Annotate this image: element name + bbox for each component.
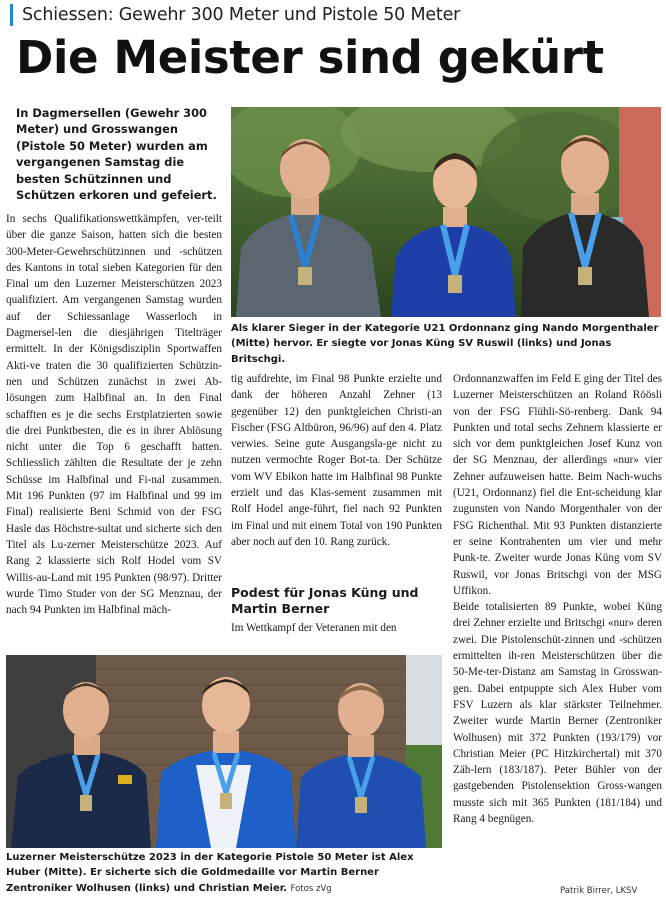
column-2-continued bbox=[231, 620, 442, 636]
photo-pistol-illustration bbox=[6, 655, 442, 848]
photo-credit: Fotos zVg bbox=[290, 883, 332, 894]
column-2 bbox=[231, 371, 442, 550]
column-3-paragraph-2: Beide totalisierten 89 Punkte, wobei Küng drei Zehner erzielte und Britschgi «nur» deren zwei. Die Pistolenschüt-zinnen und -schützen ermittelten ih-ren Meisterschützen über die 50-Me-ter-Distanz am Samstag in Grosswan-gen. Dabei entpuppte sich Alex Huber vom FSV Luzern als klar stärkster Teilnehmer. Zweiter wurde Martin Berner (Zentroniker Wolhusen) mit 372 Punkten (193/179) vor Christian Meier (PC Hitzkirchertal) mit 370 Zäh-lern (183/187). Peter Bühler von der gastgebenden Pistolensektion Gross-wangen musste sich mit 365 Punkten (181/184) und Rang 4 begnügen. bbox=[453, 601, 662, 826]
photo-u21-illustration bbox=[231, 107, 661, 317]
column-3-paragraph-1: Ordonnanzwaffen im Feld E ging der Titel des Luzerner Meisterschützen an Roland Röösli von der FSG Flühli-Sö-renberg. Dank 94 Punkten und total sechs Zehnern klassierte er sich vor dem punktgleichen Josef Kunz von der SG Menznau, der allerdings «nur» vier Zehner aufzuweisen hatte. Beim Nach-wuchs (U21, Ordonnanz) fiel die Ent-scheidung klar zugunsten von Nando Morgenthaler von der FSG Richenthal. Mit 93 Punkten distanzierte er seine Kontrahenten um vier und mehr Punk-te. Zweiter wurde Jonas Küng vom SV Ruswil, vor Jonas Britschgi von der MSG Uffikon. bbox=[453, 373, 662, 597]
author-byline: Patrik Birrer, LKSV bbox=[560, 886, 638, 896]
column-2b-paragraph: Im Wettkampf der Veteranen mit den bbox=[231, 622, 397, 634]
column-1-paragraph: In sechs Qualifikationswettkämpfen, ver-teilt über die ganze Saison, hatten sich die besten 300-Meter-Gewehrschützinnen und -schützen des Kantons in total sieben Kategorien für den Final um den Luzerner Meisterschützen 2023 qualifiziert. Am vergangenen Samstag wurden auf der Schiessanlage Wasserloch in Dagmersel-len die diesjährigen Titelträger ermittelt. In der Königsdisziplin Sportwaffen Akti-ve traten die 30 qualifizierten Schützin-nen und Schützen zunächst in zwei Ab-lösungen zum Halbfinal an. In den Final schafften es je die sechs Erstplatzierten sowie die drei Punktbesten, die es in ihrer Ablösung nicht unter die Top 6 geschafft hatten. Schliesslich zählten die Resultate der je zehn Schüsse im Halbfinal und Fi-nal zusammen. Mit 196 Punkten (97 im Halbfinal und 99 im Final) realisierte Beni Schmid von der FSG Hasle das Höchstre-sultat und sicherte sich den Titel als Lu-zerner Meisterschütze 2023. Auf Rang 2 klassierte sich Rolf Hodel vom SV Willis-au-Land mit 195 Punkten (98/97). Dritter wurde Timo Studer von der SG Menznau, der nach 94 Punkten im Halbfinal mäch- bbox=[6, 213, 222, 617]
lead-paragraph: In Dagmersellen (Gewehr 300 Meter) und Grosswangen (Pistole 50 Meter) wurden am vergangenen Samstag die besten Schützinnen und Schützen erkoren und gefeiert. bbox=[16, 106, 217, 203]
caption-pistol-text: Luzerner Meisterschütze 2023 in der Kategorie Pistole 50 Meter ist Alex Huber (Mitte). Er sicherte sich die Goldmedaille vor Martin Berner Zentroniker Wolhusen (links) und Christian Meier. bbox=[6, 852, 414, 894]
subheading: Podest für Jonas Küng und Martin Berner bbox=[231, 585, 419, 616]
column-2-paragraph: tig aufdrehte, im Final 98 Punkte erzielte und dank der höheren Anzahl Zehner (13 gegenüber 12) den punktgleichen Christi-an Fischer (FSG Altbüron, 96/96) auf den 4. Platz verwies. Seine gute Ausgangsla-ge nicht zu nutzen vermochte Roger Bot-ta. Der Schütze vom WV Ebikon hatte im Halbfinal 98 Punkte erzielt und das Klas-sement zusammen mit Rolf Hodel ange-führt, fiel nach 92 Punkten im Final und mit einem Total von 190 Punkten aber noch auf den 10. Rang zurück. bbox=[231, 373, 442, 548]
kicker: Schiessen: Gewehr 300 Meter und Pistole 50 Meter bbox=[10, 4, 460, 26]
photo-pistol-winners bbox=[6, 655, 442, 848]
column-3 bbox=[453, 371, 662, 827]
photo-caption-u21: Als klarer Sieger in der Kategorie U21 Ordonnanz ging Nando Morgenthaler (Mitte) hervor. Er siegte vor Jonas Küng SV Ruswil (links) und Jonas Britschgi. bbox=[231, 323, 659, 365]
photo-u21-winners bbox=[231, 107, 661, 317]
headline: Die Meister sind gekürt bbox=[16, 31, 604, 84]
column-1 bbox=[6, 211, 222, 618]
photo-caption-pistol bbox=[6, 850, 442, 897]
